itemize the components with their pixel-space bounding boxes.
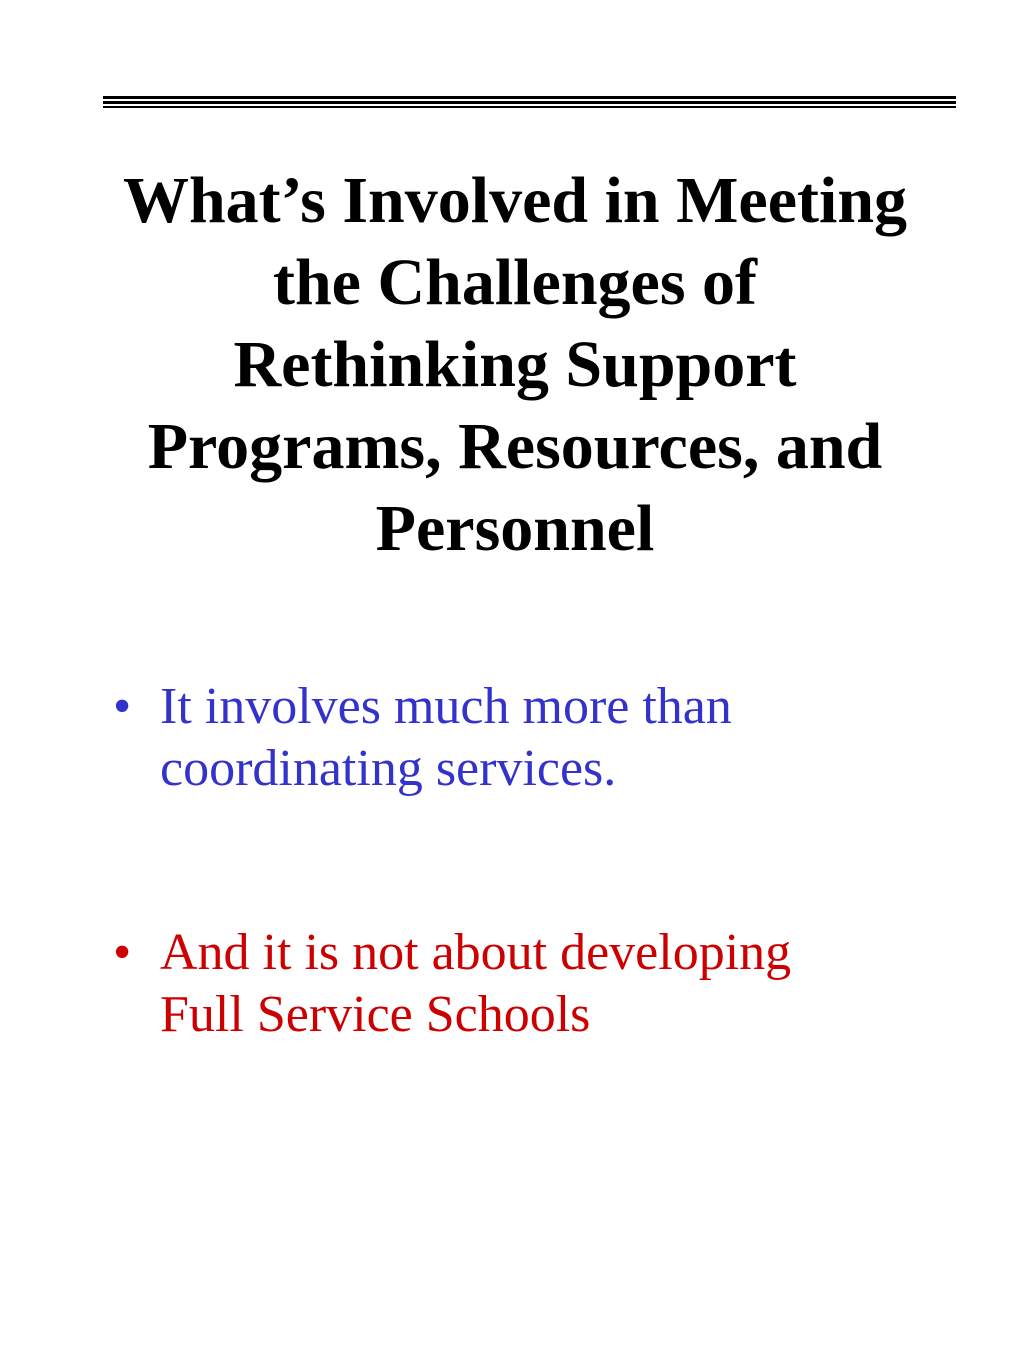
bullet-dot-icon: • <box>113 924 132 981</box>
slide-title: What’s Involved in Meeting the Challenges of Rethinking Support Programs, Resources, and Personnel <box>122 164 908 565</box>
top-rule-line <box>103 96 956 99</box>
bullet-text: And it is not about developing Full Service Schools <box>160 924 792 1043</box>
top-rule-line <box>103 106 956 108</box>
bullet-item <box>113 922 993 1046</box>
bullet-item <box>113 676 993 800</box>
bullet-dot-icon: • <box>113 678 132 735</box>
bullet-text: It involves much more than coordinating services. <box>160 678 732 797</box>
top-rule-line <box>103 101 956 104</box>
